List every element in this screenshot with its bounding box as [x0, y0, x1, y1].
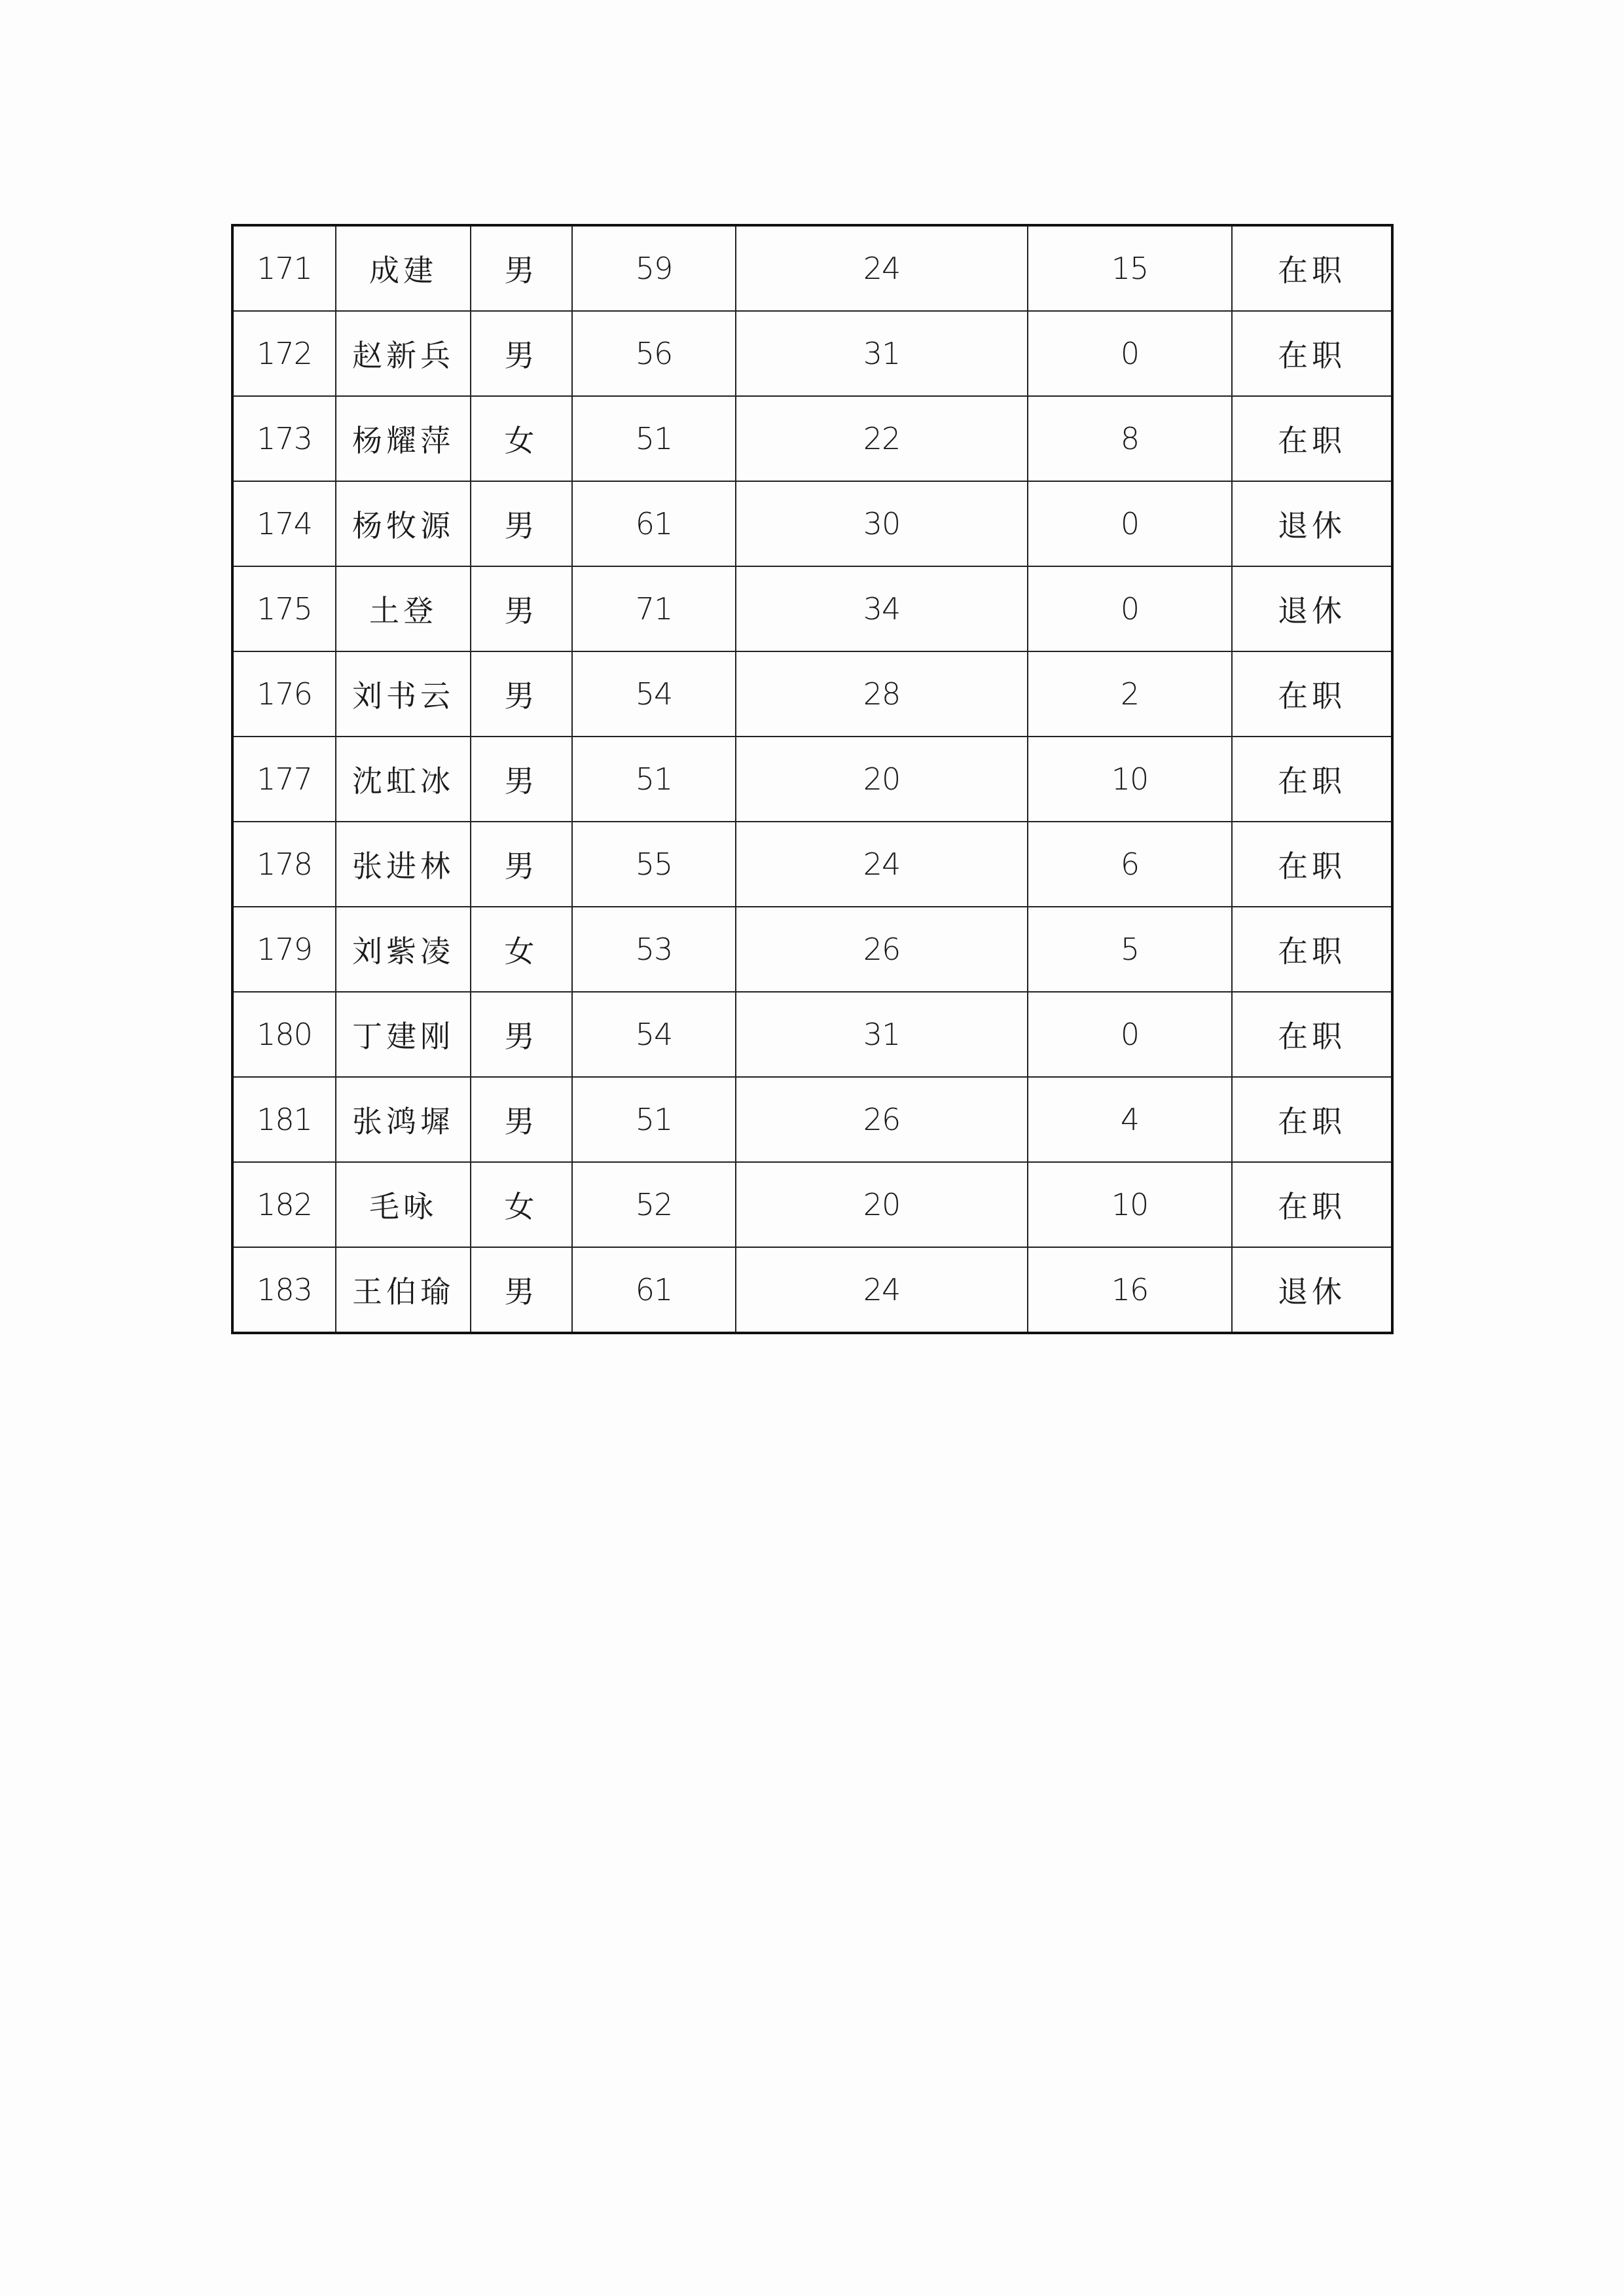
cell-gender: 男	[471, 992, 572, 1077]
cell-col5: 24	[736, 225, 1028, 311]
cell-gender: 女	[471, 1162, 572, 1247]
cell-col5: 31	[736, 311, 1028, 396]
table-row	[232, 822, 1392, 907]
cell-number: 174	[232, 481, 336, 566]
cell-number: 181	[232, 1077, 336, 1162]
cell-status: 在职	[1232, 822, 1392, 907]
cell-col6: 10	[1028, 737, 1232, 822]
cell-status: 在职	[1232, 737, 1392, 822]
cell-number: 172	[232, 311, 336, 396]
cell-number: 173	[232, 396, 336, 481]
cell-name: 土登	[336, 566, 471, 651]
cell-number: 179	[232, 907, 336, 992]
cell-number: 183	[232, 1247, 336, 1333]
cell-col5: 22	[736, 396, 1028, 481]
table-row	[232, 566, 1392, 651]
cell-name: 杨耀萍	[336, 396, 471, 481]
cell-col6: 0	[1028, 481, 1232, 566]
cell-status: 退休	[1232, 566, 1392, 651]
cell-status: 在职	[1232, 311, 1392, 396]
table-row	[232, 1077, 1392, 1162]
table-row	[232, 225, 1392, 311]
cell-status: 在职	[1232, 651, 1392, 737]
cell-name: 成建	[336, 225, 471, 311]
cell-col6: 8	[1028, 396, 1232, 481]
cell-gender: 男	[471, 225, 572, 311]
cell-col6: 4	[1028, 1077, 1232, 1162]
cell-col5: 26	[736, 907, 1028, 992]
cell-status: 退休	[1232, 1247, 1392, 1333]
table-row	[232, 737, 1392, 822]
cell-gender: 男	[471, 1077, 572, 1162]
cell-status: 退休	[1232, 481, 1392, 566]
cell-status: 在职	[1232, 225, 1392, 311]
cell-col5: 20	[736, 1162, 1028, 1247]
cell-age: 71	[572, 566, 736, 651]
roster-table	[231, 224, 1394, 1334]
cell-age: 53	[572, 907, 736, 992]
cell-col5: 34	[736, 566, 1028, 651]
table-row	[232, 1162, 1392, 1247]
cell-col5: 20	[736, 737, 1028, 822]
cell-col6: 5	[1028, 907, 1232, 992]
cell-status: 在职	[1232, 992, 1392, 1077]
cell-age: 51	[572, 1077, 736, 1162]
table-row	[232, 396, 1392, 481]
cell-gender: 女	[471, 396, 572, 481]
cell-age: 54	[572, 651, 736, 737]
cell-col6: 15	[1028, 225, 1232, 311]
cell-col6: 0	[1028, 992, 1232, 1077]
cell-col5: 31	[736, 992, 1028, 1077]
cell-col6: 10	[1028, 1162, 1232, 1247]
cell-status: 在职	[1232, 396, 1392, 481]
cell-status: 在职	[1232, 907, 1392, 992]
cell-status: 在职	[1232, 1077, 1392, 1162]
table-row	[232, 311, 1392, 396]
cell-name: 张鸿墀	[336, 1077, 471, 1162]
cell-status: 在职	[1232, 1162, 1392, 1247]
cell-age: 54	[572, 992, 736, 1077]
table-row	[232, 481, 1392, 566]
cell-gender: 男	[471, 481, 572, 566]
cell-number: 177	[232, 737, 336, 822]
cell-age: 52	[572, 1162, 736, 1247]
cell-age: 55	[572, 822, 736, 907]
cell-number: 178	[232, 822, 336, 907]
cell-name: 张进林	[336, 822, 471, 907]
cell-age: 61	[572, 1247, 736, 1333]
cell-col6: 0	[1028, 311, 1232, 396]
cell-col5: 24	[736, 822, 1028, 907]
cell-number: 171	[232, 225, 336, 311]
cell-age: 51	[572, 396, 736, 481]
table-row	[232, 907, 1392, 992]
cell-name: 刘书云	[336, 651, 471, 737]
cell-gender: 男	[471, 1247, 572, 1333]
cell-col6: 6	[1028, 822, 1232, 907]
cell-col6: 2	[1028, 651, 1232, 737]
cell-name: 毛咏	[336, 1162, 471, 1247]
roster-body	[232, 225, 1392, 1333]
table-row	[232, 1247, 1392, 1333]
cell-col5: 26	[736, 1077, 1028, 1162]
cell-col5: 30	[736, 481, 1028, 566]
cell-age: 61	[572, 481, 736, 566]
cell-age: 56	[572, 311, 736, 396]
cell-name: 杨牧源	[336, 481, 471, 566]
cell-col6: 16	[1028, 1247, 1232, 1333]
cell-name: 沈虹冰	[336, 737, 471, 822]
cell-col5: 24	[736, 1247, 1028, 1333]
cell-age: 51	[572, 737, 736, 822]
cell-gender: 男	[471, 566, 572, 651]
cell-name: 丁建刚	[336, 992, 471, 1077]
cell-col6: 0	[1028, 566, 1232, 651]
cell-number: 176	[232, 651, 336, 737]
cell-number: 182	[232, 1162, 336, 1247]
table-row	[232, 992, 1392, 1077]
cell-name: 赵新兵	[336, 311, 471, 396]
cell-col5: 28	[736, 651, 1028, 737]
table-row	[232, 651, 1392, 737]
cell-name: 王伯瑜	[336, 1247, 471, 1333]
cell-gender: 女	[471, 907, 572, 992]
cell-age: 59	[572, 225, 736, 311]
cell-gender: 男	[471, 822, 572, 907]
cell-number: 175	[232, 566, 336, 651]
cell-gender: 男	[471, 737, 572, 822]
cell-name: 刘紫凌	[336, 907, 471, 992]
cell-gender: 男	[471, 311, 572, 396]
cell-gender: 男	[471, 651, 572, 737]
cell-number: 180	[232, 992, 336, 1077]
